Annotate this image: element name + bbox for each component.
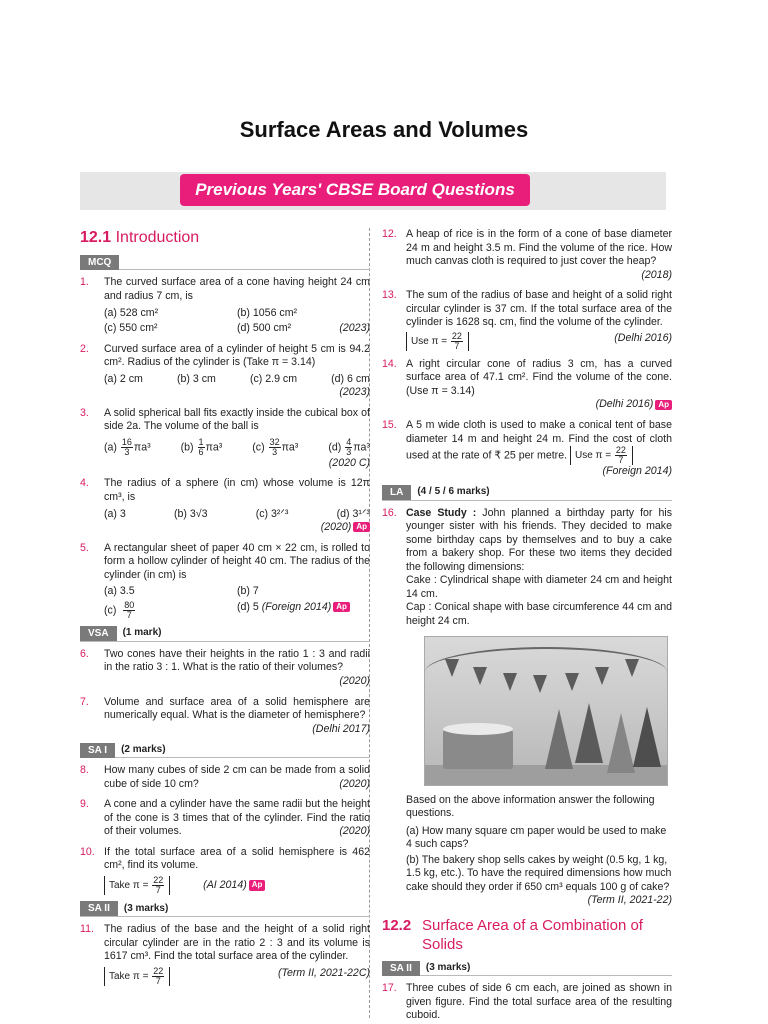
question-5 (80, 542, 370, 620)
tag-label: MCQ (80, 255, 119, 270)
question-13 (382, 289, 672, 351)
option-c: (c) 2.9 cm (249, 372, 298, 385)
party-hat (545, 709, 573, 769)
fraction: $\frac{22}{7}$ (153, 965, 164, 986)
question-number: 11. (80, 922, 94, 935)
tag-marks: (3 marks) (123, 902, 169, 914)
option-c: (c) 3²ᐟ³ (255, 507, 289, 520)
question-8 (80, 764, 370, 791)
question-number: 7. (80, 695, 89, 708)
option-d: (d) (328, 441, 342, 454)
bunting-flag (445, 659, 459, 677)
option-a: (a) 3.5 (104, 585, 135, 598)
la-tag (382, 486, 672, 501)
fraction: $\frac{32}{3}$ (269, 436, 280, 457)
fraction: $\frac{22}{7}$ (615, 445, 626, 466)
sa2-tag (80, 902, 370, 917)
option-c: (c) (252, 441, 265, 454)
question-text: A right circular cone of radius 3 cm, has a curved surface area of 47.1 cm². Find the volume of the cone. (Use π = 3.14) (406, 357, 672, 397)
question-text: How many cubes of side 2 cm can be made from a solid cube of side 10 cm? (104, 764, 370, 790)
fraction: $\frac{22}{7}$ (153, 874, 164, 895)
question-year: (2020 C) (328, 456, 370, 469)
cap-spec: Cap : Conical shape with base circumference 44 cm and height 24 cm. (406, 601, 672, 628)
section-number: 12.2 (382, 916, 412, 934)
question-text: A rectangular sheet of paper 40 cm × 22 cm, is rolled to form a hollow cylinder of height 40 cm. The radius of the cylinder (in cm) is (104, 541, 370, 581)
section-heading (80, 228, 370, 248)
question-year: (AI 2014) (203, 879, 247, 892)
question-year: (2020) (320, 521, 352, 534)
question-number: 16. (382, 506, 397, 519)
tag-label: SA II (382, 961, 420, 976)
question-year: (2018) (641, 268, 672, 281)
tag-label: VSA (80, 626, 117, 641)
left-column (80, 228, 370, 993)
section-title: Introduction (115, 229, 200, 246)
question-number: 4. (80, 477, 89, 490)
question-14 (382, 358, 672, 412)
question-10 (80, 846, 370, 895)
question-9 (80, 798, 370, 839)
question-text: The radius of a sphere (in cm) whose volume is 12π cm³, is (104, 477, 370, 504)
tag-marks: (1 mark) (122, 627, 162, 639)
question-number: 10. (80, 845, 95, 858)
bunting-flag (625, 659, 639, 677)
ap-badge: Ap (333, 602, 350, 612)
question-number: 12. (382, 228, 397, 240)
birthday-party-photo (424, 636, 668, 786)
question-17 (382, 982, 672, 1023)
option-d: (d) 3¹ᐟ³ (336, 507, 370, 520)
pi-hint: Use π = $\frac{22}{7}$ (570, 446, 633, 465)
question-year: (2023) (339, 322, 370, 335)
question-number: 17. (382, 982, 397, 995)
question-text: Curved surface area of a cylinder of height 5 cm is 94.2 cm². Radius of the cylinder is (Take π = 3.14) (104, 342, 370, 369)
question-number: 1. (80, 276, 89, 289)
question-number: 3. (80, 406, 89, 419)
question-text: The curved surface area of a cone having height 24 cm and radius 7 cm, is (104, 276, 370, 303)
question-text: Volume and surface area of a solid hemisphere are numerically equal. What is the diameter of hemisphere? (104, 695, 370, 722)
question-number: 13. (382, 289, 397, 302)
section-title: Surface Area of a Combination of Solids (422, 916, 643, 954)
banner-label: Previous Years' CBSE Board Questions (180, 174, 530, 206)
option-b: (b) (180, 441, 194, 454)
question-number: 5. (80, 541, 89, 554)
tag-label: LA (382, 485, 411, 500)
sub-question-b: (b) The bakery shop sells cakes by weight (0.5 kg, 1 kg, 1.5 kg, etc.). To have the required dimensions how much cake should they order if 650 cm³ equals 100 g of cake? (406, 853, 672, 893)
question-year: (Delhi 2017) (312, 722, 370, 735)
bunting-flag (565, 673, 579, 691)
question-year: (2020) (339, 825, 370, 838)
sub-question-a: (a) How many square cm paper would be used to make 4 such caps? (406, 824, 667, 851)
question-text: A heap of rice is in the form of a cone of base diameter 24 m and height 3.5 m. Find the volume of the rice. How much canvas cloth is required to just cover the heap? (406, 228, 672, 268)
question-number: 2. (80, 342, 89, 355)
question-text: Two cones have their heights in the ratio 1 : 3 and radii in the ratio 3 : 1. What is the ratio of their volumes? (104, 647, 370, 674)
question-15 (382, 419, 672, 479)
option-b: (b) 3√3 (174, 507, 208, 520)
tag-marks: (3 marks) (425, 961, 471, 973)
question-2 (80, 343, 370, 400)
mcq-tag (80, 255, 370, 270)
right-column (382, 228, 672, 1024)
question-year: (Term II, 2021-22C) (277, 966, 370, 979)
question-number: 9. (80, 798, 89, 811)
section-banner (80, 172, 666, 210)
section-number: 12.1 (80, 229, 112, 246)
ap-badge: Ap (655, 400, 672, 410)
tag-label: SA I (80, 743, 115, 758)
sa2-tag-right (382, 961, 672, 976)
case-study-label: Case Study : (406, 506, 477, 519)
bunting-flag (503, 673, 517, 691)
party-hat (607, 713, 635, 773)
question-year: (Foreign 2014) (602, 465, 672, 478)
question-year: (2020) (339, 674, 370, 687)
option-b: (b) 1056 cm² (237, 306, 298, 319)
fraction: $\frac{16}{3}$ (121, 436, 132, 457)
fraction: $\frac{1}{6}$ (198, 436, 204, 457)
pi-hint: Use π = $\frac{22}{7}$ (406, 332, 469, 351)
question-3: 3. A solid spherical ball fits exactly inside the cubical box of side 2a. The volume of the ball is (a) $\frac{16}{3}$ πa³ (b) $\frac{1}{6}$ πa³ (c) $\frac{32}{3}$ πa³ (d) $\frac{4}{3}$ πa³ (2020 C) (80, 406, 370, 469)
pi-hint: Take π = $\frac{22}{7}$ (104, 876, 170, 895)
fraction: $\frac{80}{7}$ (124, 599, 135, 620)
fraction: $\frac{4}{3}$ (346, 436, 352, 457)
party-hat (575, 703, 603, 763)
vsa-tag (80, 627, 370, 642)
tag-marks: (2 marks) (121, 743, 166, 755)
option-c: (c) 550 cm² (104, 322, 158, 335)
question-16 (382, 507, 672, 629)
question-1 (80, 276, 370, 335)
sa1-tag (80, 743, 370, 758)
question-year: (Term II, 2021-22) (587, 894, 672, 907)
bunting-flag (533, 675, 547, 693)
question-number: 6. (80, 647, 89, 660)
question-number: 8. (80, 764, 89, 777)
cake (443, 729, 513, 769)
after-text: Based on the above information answer the following questions. (406, 793, 655, 820)
question-year: (2020) (339, 777, 370, 790)
option-c: (c) (104, 604, 117, 617)
case-study-questions (406, 794, 672, 908)
question-text: Three cubes of side 6 cm each, are joined as shown in given figure. Find the total surface area of the resulting cuboid. (406, 982, 672, 1022)
fraction: $\frac{22}{7}$ (451, 330, 462, 351)
option-b: (b) 3 cm (176, 372, 216, 385)
option-a: (a) 2 cm (104, 372, 143, 385)
bunting-flag (473, 667, 487, 685)
section-heading (382, 916, 672, 954)
question-year: (Delhi 2016) (595, 398, 654, 411)
question-6 (80, 648, 370, 689)
question-text: The sum of the radius of base and height of a solid right circular cylinder is 37 cm. If the total surface area of the cylinder is 1628 sq. cm, find the volume of the cylinder. (406, 289, 672, 329)
question-year: (Delhi 2016) (614, 331, 672, 344)
option-a: (a) (104, 441, 117, 454)
tag-label: SA II (80, 901, 118, 916)
question-text: A 5 m wide cloth is used to make a conical tent of base diameter 14 m and height 24 m. Find the cost of cloth used at the rate of ₹ 25 per metre. (406, 419, 672, 462)
question-4 (80, 477, 370, 534)
option-a: (a) 3 (104, 507, 126, 520)
question-12 (382, 228, 672, 282)
cake-spec: Cake : Cylindrical shape with diameter 24 cm and height 14 cm. (406, 574, 672, 600)
option-d: (d) 5 (237, 600, 259, 613)
option-d: (d) 500 cm² (237, 322, 292, 335)
option-b: (b) 7 (237, 585, 259, 598)
bunting-flag (595, 667, 609, 685)
question-year: (Foreign 2014) (261, 600, 332, 613)
question-year: (2023) (339, 386, 370, 399)
question-7 (80, 696, 370, 737)
ap-badge: Ap (249, 880, 266, 890)
question-text: John planned a birthday party for his younger sister with his friends. They decided to make some birthday caps by themselves and to buy a cake from a bakery shop. For these two items they decided the following dimensions: (406, 506, 672, 573)
question-text: A solid spherical ball fits exactly inside the cubical box of side 2a. The volume of the ball is (104, 406, 370, 433)
pi-hint: Take π = $\frac{22}{7}$ (104, 967, 170, 986)
question-text: The radius of the base and the height of a solid right circular cylinder are in the ratio 2 : 3 and its volume is 1617 cm³. Find the total surface area of the cylinder. (104, 922, 370, 963)
cake-top (443, 723, 513, 735)
question-text: If the total surface area of a solid hemisphere is 462 cm², find its volume. (104, 845, 370, 872)
option-d: (d) 6 cm (331, 372, 370, 385)
question-11 (80, 923, 370, 986)
party-hat (633, 707, 661, 767)
ap-badge: Ap (353, 522, 370, 532)
option-a: (a) 528 cm² (104, 306, 159, 319)
page-title: Surface Areas and Volumes (239, 117, 529, 142)
tag-marks: (4 / 5 / 6 marks) (417, 486, 490, 498)
question-number: 15. (382, 419, 397, 432)
question-text: A cone and a cylinder have the same radii but the height of the cone is 3 times that of the cylinder. Find the ratio of their volumes. (104, 798, 370, 838)
question-number: 14. (382, 357, 397, 370)
